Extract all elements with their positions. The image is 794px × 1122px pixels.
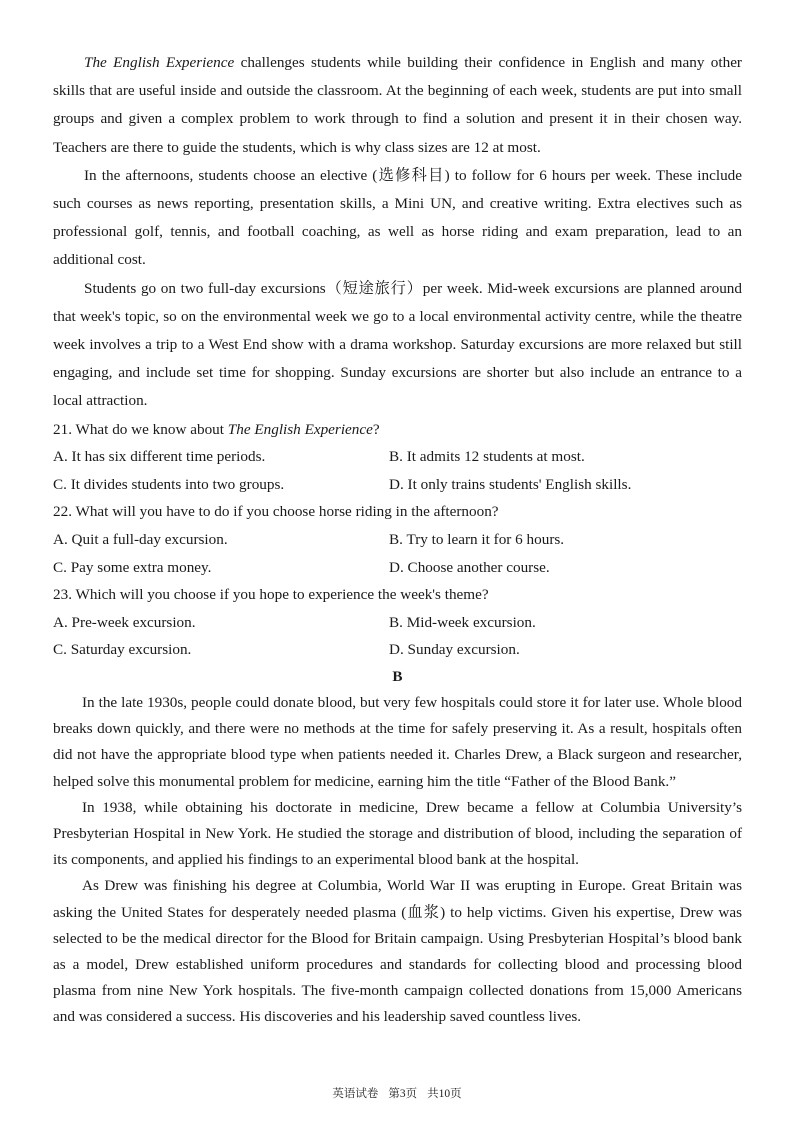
option-b: B. Try to learn it for 6 hours. [389, 531, 565, 549]
option-b: B. It admits 12 students at most. [389, 448, 585, 466]
options [53, 609, 742, 664]
passage-b-paragraph-2: In 1938, while obtaining his doctorate in medicine, Drew became a fellow at Columbia University’s Presbyterian Hospital in New York. He studied the storage and distribution of blood, including the separation of its components, and applied his findings to an experimental blood bank at the hospital. [53, 798, 742, 869]
passage-a-paragraph-1: The English Experience challenges students while building their confidence in English and many other skills that are useful inside and outside the classroom. At the beginning of each week, students are put into small groups and given a complex problem to work through to find a solution and present it in their chosen way. Teachers are there to guide the students, which is why class sizes are 12 at most. [53, 54, 742, 156]
question-stem: 21. What do we know about The English Experience? [53, 420, 380, 438]
option-c: C. It divides students into two groups. [53, 475, 285, 493]
section-b-heading: B [392, 667, 403, 685]
question-22 [53, 498, 742, 581]
options [53, 443, 742, 498]
footer-total-pages: 共10页 [427, 1088, 462, 1100]
question-21 [53, 416, 742, 499]
option-d: D. Sunday excursion. [389, 641, 520, 659]
option-d: D. It only trains students' English skills. [389, 475, 632, 493]
options [53, 526, 742, 581]
footer-subject: 英语试卷 [332, 1088, 379, 1100]
passage-b-paragraph-3: As Drew was finishing his degree at Columbia, World War II was erupting in Europe. Great Britain was asking the United States for desperately needed plasma (血浆) to help victims. Given his expertise, Drew was selected to be the medical director for the Blood for Britain campaign. Using Presbyterian Hospital’s blood bank as a model, Drew established uniform procedures and standards for collecting blood and processing blood plasma from nine New York hospitals. The five-month campaign collected donations from 15,000 Americans and was considered a success. His discoveries and his leadership saved countless lives. [53, 877, 742, 1026]
passage-a-paragraph-2: In the afternoons, students choose an elective (选修科目) to follow for 6 hours per week. These include such courses as news reporting, presentation skills, a Mini UN, and creative writing. Extra electives such as professional golf, tennis, and football coaching, as well as horse riding and exam preparation, lead to an additional cost. [53, 166, 742, 269]
question-23 [53, 581, 742, 664]
passage-b-paragraph-1: In the late 1930s, people could donate blood, but very few hospitals could store it for later use. Whole blood breaks down quickly, and there were no methods at the time for safely preserving it. As a result, hospitals often did not have the appropriate blood type when patients needed it. Charles Drew, a Black surgeon and researcher, helped solve this monumental problem for medicine, earning him the title “Father of the Blood Bank.” [53, 693, 742, 790]
passage-a-paragraph-3: Students go on two full-day excursions（短途旅行）per week. Mid-week excursions are planned around that week's topic, so on the environmental week we go to a local environmental activity centre, while the theatre week involves a trip to a West End show with a drama workshop. Saturday excursions are more relaxed but still engaging, and include set time for shopping. Sunday excursions are shorter but also include an entrance to a local attraction. [53, 279, 742, 410]
option-a: A. It has six different time periods. [53, 448, 266, 466]
footer-page-number: 第3页 [388, 1088, 418, 1100]
option-c: C. Pay some extra money. [53, 558, 212, 576]
option-a: A. Pre-week excursion. [53, 613, 196, 631]
option-b: B. Mid-week excursion. [389, 613, 536, 631]
option-a: A. Quit a full-day excursion. [53, 531, 228, 549]
exam-page [53, 49, 742, 1031]
page-footer [0, 1085, 794, 1101]
option-c: C. Saturday excursion. [53, 641, 192, 659]
question-stem: 23. Which will you choose if you hope to experience the week's theme? [53, 586, 489, 604]
program-title: The English Experience [84, 54, 235, 71]
question-stem: 22. What will you have to do if you choose horse riding in the afternoon? [53, 503, 499, 521]
option-d: D. Choose another course. [389, 558, 550, 576]
